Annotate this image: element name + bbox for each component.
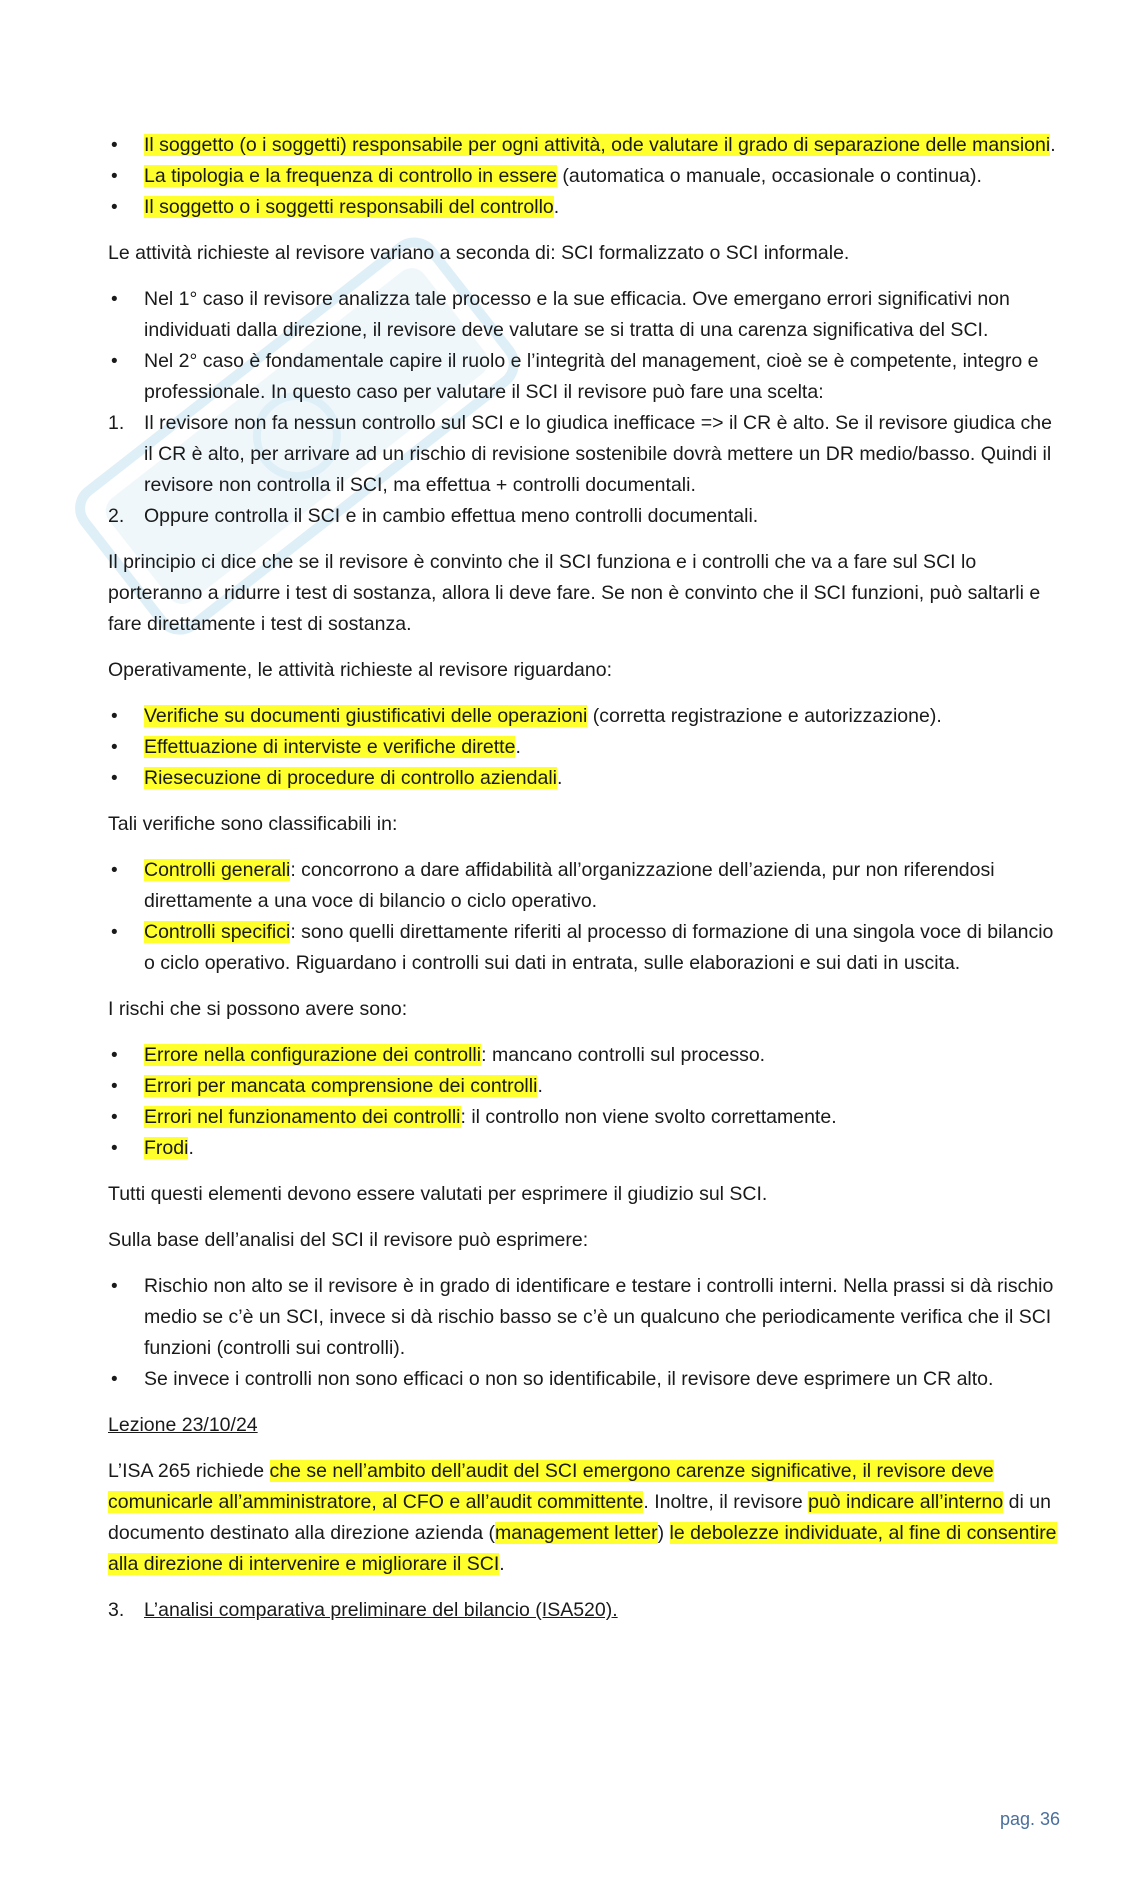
text-run: Sulla base dell’analisi del SCI il revisore può esprimere: bbox=[108, 1229, 589, 1251]
text-run: . bbox=[537, 1075, 543, 1097]
text-run: Se invece i controlli non sono efficaci o non so identificabile, il revisore deve esprimere un CR alto. bbox=[144, 1368, 994, 1390]
text-run: Il revisore non fa nessun controllo sul SCI e lo giudica inefficace => il CR è alto. Se il revisore giudica che il CR è alto, per arrivare ad un rischio di revisione sostenibile dovrà mettere un DR medio/basso. Quindi il revisore non controlla il SCI, ma effettua + controlli documentali. bbox=[144, 412, 1052, 496]
numbered-list bbox=[108, 1595, 1058, 1626]
text-run: . bbox=[499, 1553, 505, 1575]
paragraph bbox=[108, 809, 1058, 840]
bullet-list bbox=[108, 130, 1058, 223]
highlighted-text: le debolezze individuate, al fine di consentire alla direzione di intervenire e migliorare il SCI bbox=[108, 1522, 1057, 1575]
highlighted-text: Errori nel funzionamento dei controlli bbox=[144, 1106, 461, 1128]
paragraph bbox=[108, 1225, 1058, 1256]
text-run: Nel 1° caso il revisore analizza tale processo e la sue efficacia. Ove emergano errori significativi non individuati dalla direzione, il revisore deve valutare se si tratta di una carenza significativa del SCI. bbox=[144, 288, 1010, 341]
text-run: di un documento destinato alla direzione azienda ( bbox=[108, 1491, 1051, 1544]
list-item bbox=[108, 917, 1058, 979]
list-item bbox=[108, 701, 1058, 732]
item-number: 1. bbox=[108, 412, 125, 434]
highlighted-text: Il soggetto o i soggetti responsabili del controllo bbox=[144, 196, 554, 218]
paragraph bbox=[108, 994, 1058, 1025]
text-run: . bbox=[553, 196, 560, 218]
text-run: (corretta registrazione e autorizzazione). bbox=[587, 705, 942, 727]
highlighted-text: Riesecuzione di procedure di controllo aziendali bbox=[144, 767, 557, 789]
text-run: Tutti questi elementi devono essere valutati per esprimere il giudizio sul SCI. bbox=[108, 1183, 768, 1205]
text-run: . bbox=[1050, 134, 1056, 156]
list-item bbox=[108, 1271, 1058, 1364]
highlighted-text: Controlli specifici bbox=[144, 921, 291, 943]
highlighted-text: Errore nella configurazione dei controlli bbox=[144, 1044, 482, 1066]
text-run: . Inoltre, il revisore bbox=[643, 1491, 809, 1513]
highlighted-text: Controlli generali bbox=[144, 859, 291, 881]
bullet-list bbox=[108, 284, 1058, 408]
text-run: (automatica o manuale, occasionale o continua). bbox=[557, 165, 982, 187]
text-run: Il principio ci dice che se il revisore è convinto che il SCI funziona e i controlli che va a fare sul SCI lo porteranno a ridurre i test di sostanza, allora li deve fare. Se non è convinto che il SCI funzioni, può saltarli e fare direttamente i test di sostanza. bbox=[108, 551, 1041, 635]
text-run: : mancano controlli sul processo. bbox=[481, 1044, 766, 1066]
document-body bbox=[108, 130, 1058, 1626]
bullet-list bbox=[108, 855, 1058, 979]
text-run: I rischi che si possono avere sono: bbox=[108, 998, 408, 1020]
list-item bbox=[108, 1364, 1058, 1395]
list-item bbox=[108, 1102, 1058, 1133]
list-item bbox=[108, 192, 1058, 223]
highlighted-text: Errori per mancata comprensione dei controlli bbox=[144, 1075, 538, 1097]
paragraph bbox=[108, 655, 1058, 686]
text-run: Oppure controlla il SCI e in cambio effettua meno controlli documentali. bbox=[144, 505, 759, 527]
text-run: L’ISA 265 richiede bbox=[108, 1460, 270, 1482]
list-item bbox=[108, 855, 1058, 917]
item-number: 2. bbox=[108, 505, 125, 527]
text-run: ) bbox=[657, 1522, 670, 1544]
text-run: . bbox=[188, 1137, 194, 1159]
text-run: Le attività richieste al revisore variano a seconda di: SCI formalizzato o SCI informale. bbox=[108, 242, 850, 264]
highlighted-text: La tipologia e la frequenza di controllo in essere bbox=[144, 165, 558, 187]
text-run: Lezione 23/10/24 bbox=[108, 1414, 258, 1436]
numbered-list bbox=[108, 408, 1058, 532]
text-run: : concorrono a dare affidabilità all’organizzazione dell’azienda, pur non riferendosi direttamente a una voce di bilancio o ciclo operativo. bbox=[144, 859, 995, 912]
numbered-item bbox=[108, 501, 1058, 532]
paragraph bbox=[108, 1456, 1058, 1580]
highlighted-text: può indicare all’interno bbox=[808, 1491, 1004, 1513]
list-item bbox=[108, 1133, 1058, 1164]
bullet-list bbox=[108, 701, 1058, 794]
highlighted-text: Effettuazione di interviste e verifiche dirette bbox=[144, 736, 516, 758]
highlighted-text: che se nell’ambito dell’audit del SCI emergono carenze significative, il revisore deve comunicarle all’amministratore, al CFO e all’audit committente bbox=[108, 1460, 994, 1513]
paragraph bbox=[108, 1179, 1058, 1210]
text-run: L’analisi comparativa preliminare del bilancio (ISA520). bbox=[144, 1599, 618, 1621]
bullet-list bbox=[108, 1040, 1058, 1164]
text-run: Tali verifiche sono classificabili in: bbox=[108, 813, 398, 835]
list-item bbox=[108, 346, 1058, 408]
text-run: Rischio non alto se il revisore è in grado di identificare e testare i controlli interni. Nella prassi si dà rischio medio se c’è un SCI, invece si dà rischio basso se c’è un qualcuno che periodicamente verifica che il SCI funzioni (controlli sui controlli). bbox=[144, 1275, 1054, 1359]
text-run: . bbox=[515, 736, 521, 758]
list-item bbox=[108, 1040, 1058, 1071]
list-item bbox=[108, 1071, 1058, 1102]
paragraph bbox=[108, 238, 1058, 269]
list-item bbox=[108, 732, 1058, 763]
text-run: Nel 2° caso è fondamentale capire il ruolo e l’integrità del management, cioè se è competente, integro e professionale. In questo caso per valutare il SCI il revisore può fare una scelta: bbox=[144, 350, 1039, 403]
text-run: . bbox=[557, 767, 563, 789]
highlighted-text: management letter bbox=[495, 1522, 658, 1544]
bullet-list bbox=[108, 1271, 1058, 1395]
page-number: pag. 36 bbox=[999, 1809, 1060, 1829]
numbered-item bbox=[108, 1595, 1058, 1626]
text-run: : il controllo non viene svolto correttamente. bbox=[460, 1106, 837, 1128]
highlighted-text: Il soggetto (o i soggetti) responsabile per ogni attività, ode valutare il grado di separazione delle mansioni bbox=[144, 134, 1051, 156]
highlighted-text: Verifiche su documenti giustificativi delle operazioni bbox=[144, 705, 588, 727]
item-number: 3. bbox=[108, 1599, 125, 1621]
text-run: Operativamente, le attività richieste al revisore riguardano: bbox=[108, 659, 612, 681]
paragraph bbox=[108, 1410, 1058, 1441]
text-run: : sono quelli direttamente riferiti al processo di formazione di una singola voce di bilancio o ciclo operativo. Riguardano i controlli sui dati in entrata, sulle elaborazioni e sui dati in uscita. bbox=[144, 921, 1054, 974]
highlighted-text: Frodi bbox=[144, 1137, 189, 1159]
list-item bbox=[108, 161, 1058, 192]
list-item bbox=[108, 284, 1058, 346]
list-item bbox=[108, 763, 1058, 794]
numbered-item bbox=[108, 408, 1058, 501]
paragraph bbox=[108, 547, 1058, 640]
list-item bbox=[108, 130, 1058, 161]
